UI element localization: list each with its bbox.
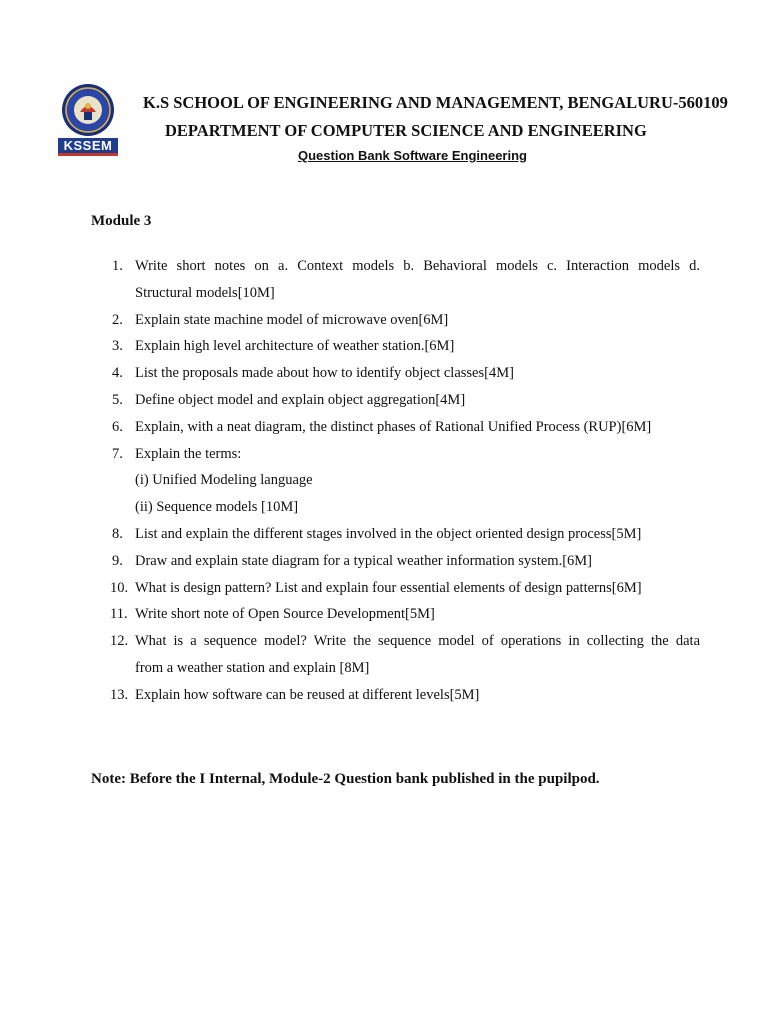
institution-name: K.S SCHOOL OF ENGINEERING AND MANAGEMENT, BENGALURU-560109 xyxy=(143,93,728,112)
question-subitem: (i) Unified Modeling language xyxy=(135,472,313,489)
question-subitem: (ii) Sequence models [10M] xyxy=(135,499,299,516)
question-item xyxy=(100,601,700,628)
question-item xyxy=(100,548,700,575)
question-item xyxy=(100,414,700,441)
question-text: Write short notes on a. Context models b. Behavioral models c. Interaction models d. xyxy=(135,258,700,274)
question-item xyxy=(100,333,700,360)
question-text: Explain the terms: xyxy=(135,445,242,462)
question-number: 6. xyxy=(112,418,123,435)
question-text: Write short note of Open Source Development[5M] xyxy=(135,606,435,623)
question-text: Explain high level architecture of weather station.[6M] xyxy=(135,338,455,355)
question-text: Draw and explain state diagram for a typical weather information system.[6M] xyxy=(135,552,592,569)
question-item xyxy=(100,628,700,682)
question-item xyxy=(100,387,700,414)
question-item xyxy=(100,441,700,521)
institution-logo xyxy=(58,82,120,158)
question-text: Structural models[10M] xyxy=(135,284,275,301)
question-number: 7. xyxy=(112,445,123,462)
question-text: Explain how software can be reused at different levels[5M] xyxy=(135,686,480,703)
department-name: DEPARTMENT OF COMPUTER SCIENCE AND ENGINEERING xyxy=(165,121,647,140)
question-item xyxy=(100,682,700,709)
logo-underline xyxy=(58,153,118,156)
question-text: What is a sequence model? Write the sequence model of operations in collecting the data xyxy=(135,633,700,650)
question-number: 4. xyxy=(112,365,123,382)
module-heading: Module 3 xyxy=(91,213,152,229)
question-number: 11. xyxy=(110,606,128,623)
logo-label: KSSEM xyxy=(58,138,118,154)
question-list xyxy=(100,253,700,709)
question-text: List the proposals made about how to identify object classes[4M] xyxy=(135,365,514,382)
question-number: 2. xyxy=(112,311,123,328)
question-text: Explain state machine model of microwave oven[6M] xyxy=(135,311,449,328)
question-number: 8. xyxy=(112,525,123,542)
question-number: 13. xyxy=(110,686,129,703)
question-text: from a weather station and explain [8M] xyxy=(135,659,370,676)
question-number: 5. xyxy=(112,391,123,408)
question-item xyxy=(100,521,700,548)
question-number: 9. xyxy=(112,552,123,569)
question-number: 1. xyxy=(112,258,123,274)
question-item xyxy=(100,253,700,307)
question-text: List and explain the different stages involved in the object oriented design process[5M] xyxy=(135,525,642,542)
footer-note: Note: Before the I Internal, Module-2 Question bank published in the pupilpod. xyxy=(91,771,600,787)
document-title: Question Bank Software Engineering xyxy=(298,148,527,163)
question-text: What is design pattern? List and explain four essential elements of design patterns[6M] xyxy=(135,579,642,596)
question-number: 10. xyxy=(110,579,129,596)
question-text: Explain, with a neat diagram, the distinct phases of Rational Unified Process (RUP)[6M] xyxy=(135,418,652,435)
question-item xyxy=(100,360,700,387)
question-item xyxy=(100,307,700,334)
question-number: 12. xyxy=(110,633,129,650)
question-number: 3. xyxy=(112,338,123,355)
question-text: Define object model and explain object aggregation[4M] xyxy=(135,391,466,408)
question-item xyxy=(100,575,700,602)
institution-seal-icon xyxy=(58,82,120,140)
